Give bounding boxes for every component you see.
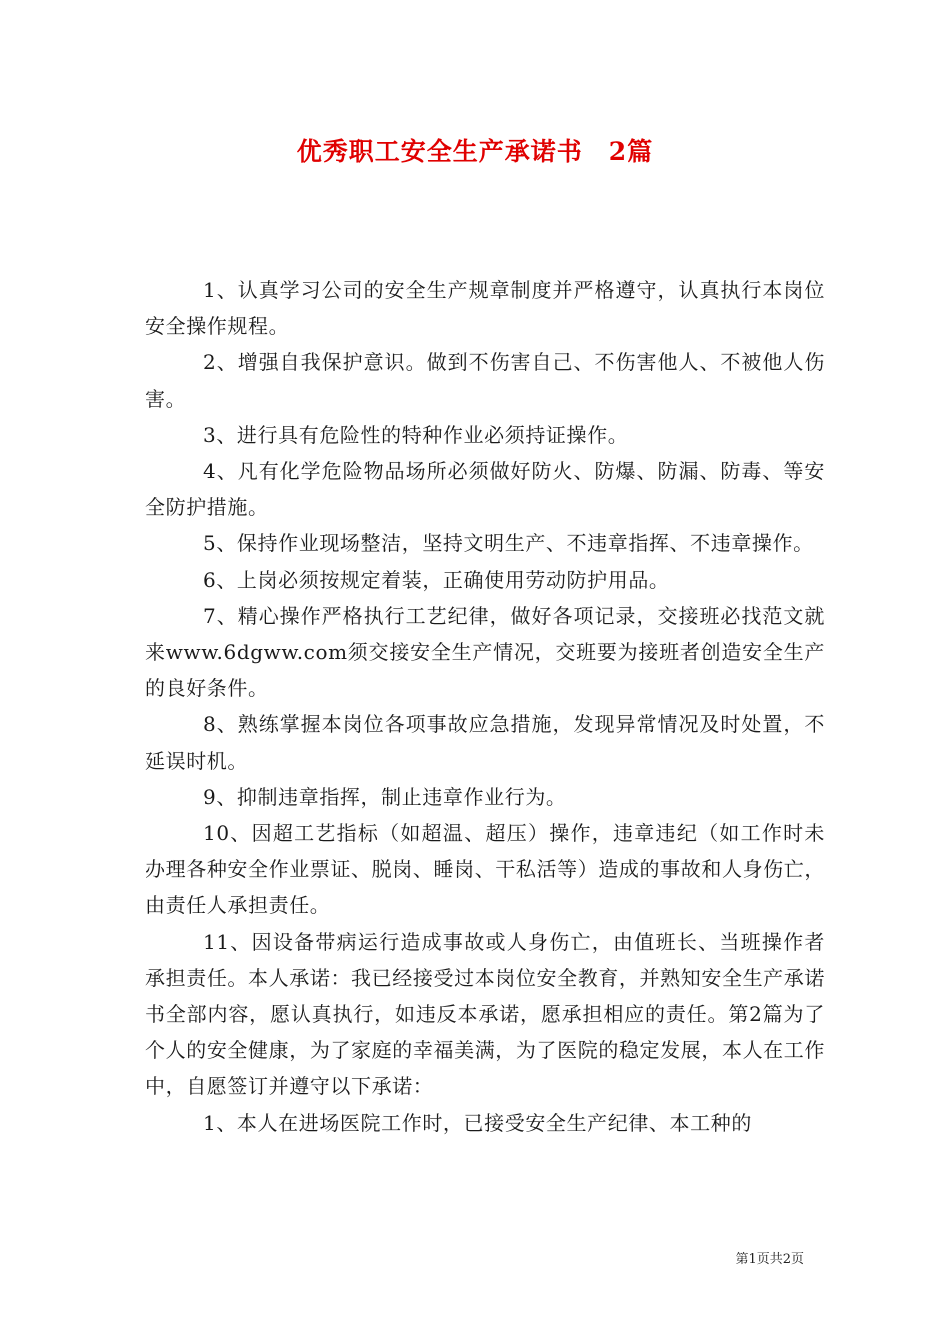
document-title: 优秀职工安全生产承诺书 2篇 [296, 137, 654, 166]
paragraph-5: 5、保持作业现场整洁，坚持文明生产、不违章指挥、不违章操作。 [203, 531, 814, 556]
paragraph-1: 1、认真学习公司的安全生产规章制度并严格遵守，认真执行本岗位安全操作规程。 [145, 278, 825, 339]
paragraph-7: 7、精心操作严格执行工艺纪律，做好各项记录，交接班必找范文就来www.6dgww.com须交接安全生产情况，交班要为接班者创造安全生产的良好条件。 [145, 603, 825, 701]
paragraph-3: 3、进行具有危险性的特种作业必须持证操作。 [203, 422, 629, 447]
page-number-footer: 第1页共2页 [735, 1252, 804, 1267]
paragraph-2: 2、增强自我保护意识。做到不伤害自己、不伤害他人、不被他人伤害。 [145, 350, 825, 411]
paragraph-6: 6、上岗必须按规定着装，正确使用劳动防护用品。 [203, 567, 670, 592]
paragraph-9: 9、抑制违章指挥，制止违章作业行为。 [203, 784, 567, 809]
paragraph-11: 11、因设备带病运行造成事故或人身伤亡，由值班长、当班操作者承担责任。本人承诺：我已经接受过本岗位安全教育，并熟知安全生产承诺书全部内容，愿认真执行，如违反本承诺，愿承担相应的责任。第2篇为了个人的安全健康，为了家庭的幸福美满，为了医院的稳定发展，本人在工作中，自愿签订并遵守以下承诺： [145, 929, 825, 1099]
paragraph-10: 10、因超工艺指标（如超温、超压）操作，违章违纪（如工作时未办理各种安全作业票证、脱岗、睡岗、干私活等）造成的事故和人身伤亡，由责任人承担责任。 [145, 821, 825, 918]
paragraph-8: 8、熟练掌握本岗位各项事故应急措施，发现异常情况及时处置，不延误时机。 [145, 712, 825, 773]
paragraph-4: 4、凡有化学危险物品场所必须做好防火、防爆、防漏、防毒、等安全防护措施。 [145, 459, 825, 520]
paragraph-12: 1、本人在进场医院工作时，已接受安全生产纪律、本工种的 [203, 1110, 752, 1135]
document-body [145, 272, 825, 1141]
